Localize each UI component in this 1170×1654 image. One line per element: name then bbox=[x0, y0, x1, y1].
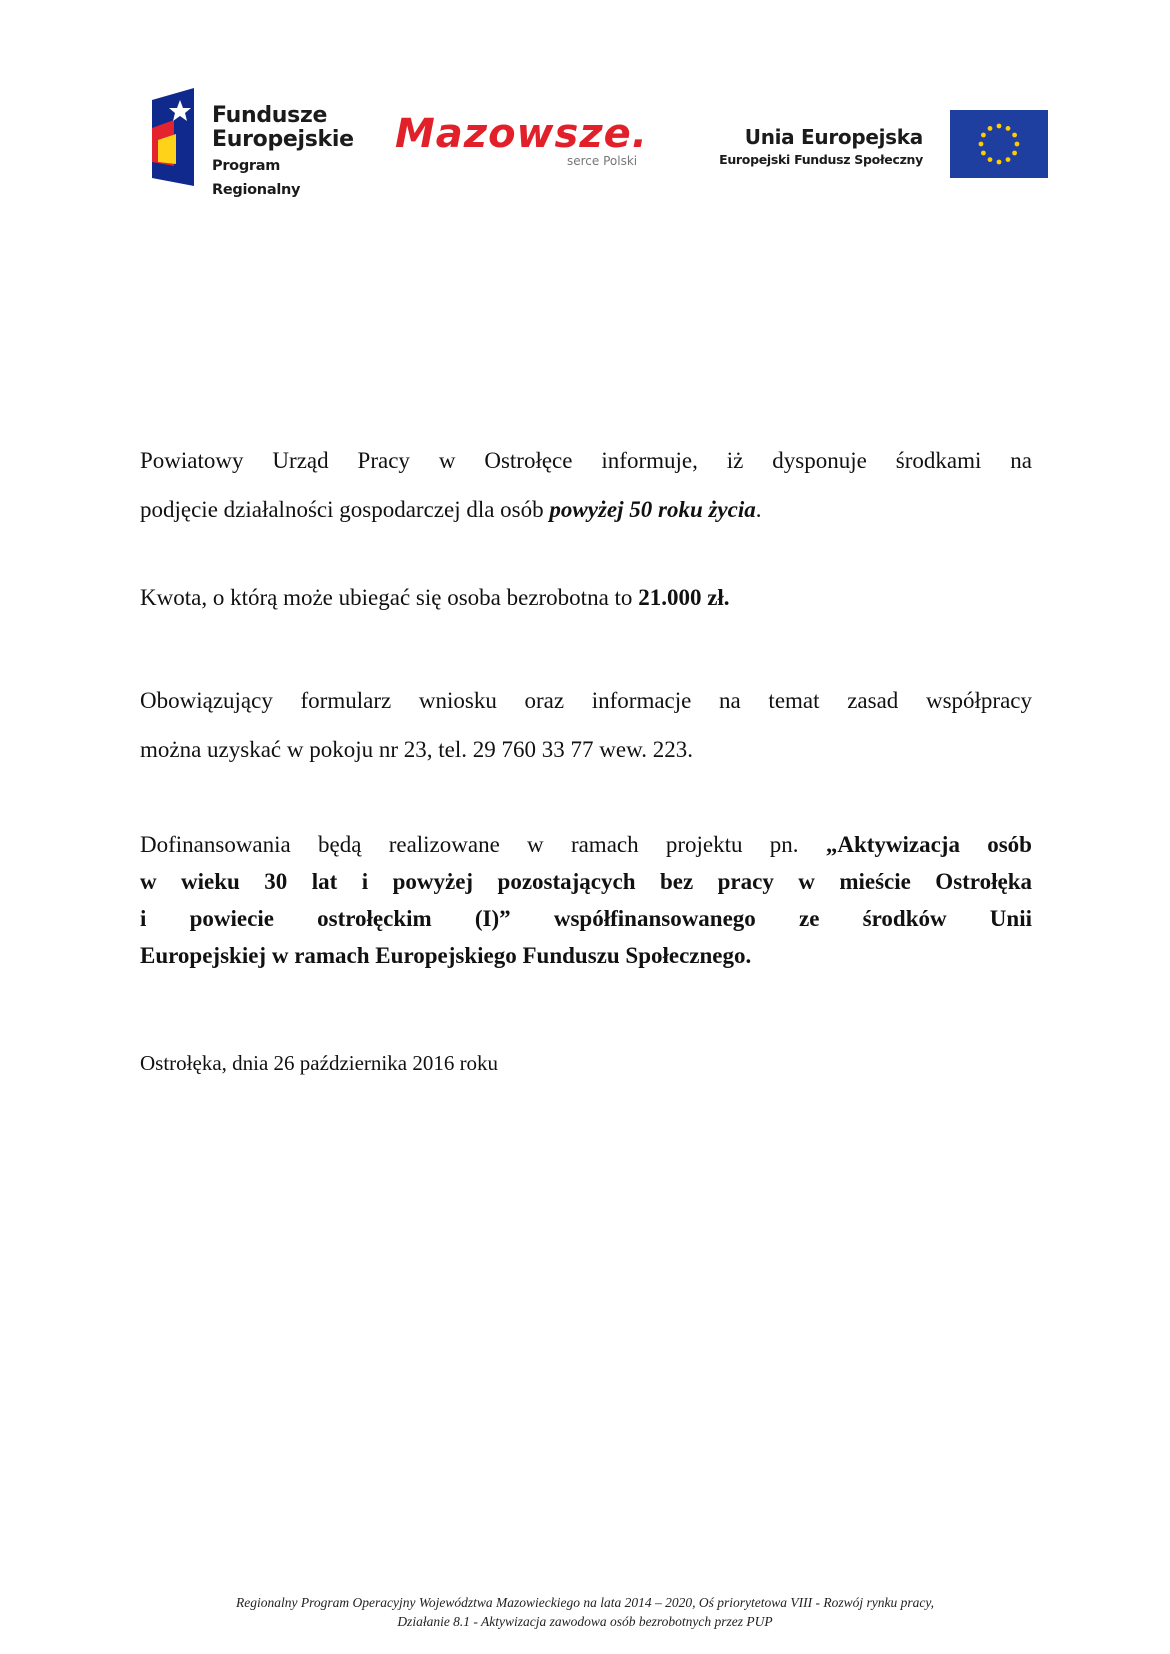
mazowsze-tagline: serce Polski bbox=[567, 154, 638, 168]
eu-flag-icon bbox=[950, 110, 1048, 178]
announcement-paragraph bbox=[140, 436, 1032, 534]
mazowsze-wordmark: Mazowsze. bbox=[395, 111, 648, 157]
amount-value: 21.000 zł. bbox=[638, 585, 730, 610]
amount-paragraph bbox=[140, 583, 1032, 613]
p1-line2-suffix: . bbox=[755, 497, 762, 522]
ue-line1: Unia Europejska bbox=[744, 125, 923, 149]
fundusze-europejskie-logo bbox=[152, 88, 362, 198]
p1-line2 bbox=[140, 485, 1032, 534]
p3-line2: można uzyskać w pokoju nr 23, tel. 29 760 33 77 wew. 223. bbox=[140, 737, 693, 762]
fe-line1: Fundusze bbox=[212, 103, 328, 128]
amount-prefix: Kwota, o którą może ubiegać się osoba bezrobotna to bbox=[140, 585, 639, 610]
p3-line1: Obowiązujący formularz wniosku oraz informacje na temat zasad współpracy bbox=[140, 688, 1032, 713]
p4-line3: i powiecie ostrołęckim (I)” współfinansowanego ze środków Unii bbox=[140, 906, 1032, 931]
mazowsze-logo bbox=[395, 110, 665, 180]
p4-line4: Europejskiej w ramach Europejskiego Funduszu Społecznego. bbox=[140, 943, 752, 968]
footer-note bbox=[150, 1593, 1020, 1631]
project-paragraph bbox=[140, 826, 1032, 974]
fe-star-mark-icon bbox=[152, 88, 194, 186]
fe-line2: Europejskie bbox=[212, 127, 354, 152]
p4-line1 bbox=[140, 826, 1032, 863]
p4-line1-bold: „Aktywizacja osób bbox=[825, 832, 1032, 857]
footer-line2: Działanie 8.1 - Aktywizacja zawodowa osób bezrobotnych przez PUP bbox=[397, 1614, 773, 1629]
p4-line2: w wieku 30 lat i powyżej pozostających bez pracy w mieście Ostrołęka bbox=[140, 869, 1032, 894]
age-emphasis: powyżej 50 roku życia bbox=[549, 497, 756, 522]
ue-wordmark bbox=[719, 124, 923, 170]
fe-line3: Program Regionalny bbox=[212, 158, 301, 198]
contact-paragraph bbox=[140, 676, 1032, 774]
p1-line1: Powiatowy Urząd Pracy w Ostrołęce informuje, iż dysponuje środkami na bbox=[140, 448, 1032, 473]
p1-line2-prefix: podjęcie działalności gospodarczej dla osób bbox=[140, 497, 550, 522]
ue-line2: Europejski Fundusz Społeczny bbox=[719, 152, 923, 167]
fe-wordmark bbox=[212, 104, 362, 202]
footer-line1: Regionalny Program Operacyjny Województwa Mazowieckiego na lata 2014 – 2020, Oś priorytetowa VIII - Rozwój rynku pracy, bbox=[236, 1595, 934, 1610]
p4-line1-prefix: Dofinansowania będą realizowane w ramach projektu pn. bbox=[140, 832, 826, 857]
date-line: Ostrołęka, dnia 26 października 2016 roku bbox=[140, 1051, 499, 1075]
unia-europejska-logo bbox=[718, 110, 1048, 190]
